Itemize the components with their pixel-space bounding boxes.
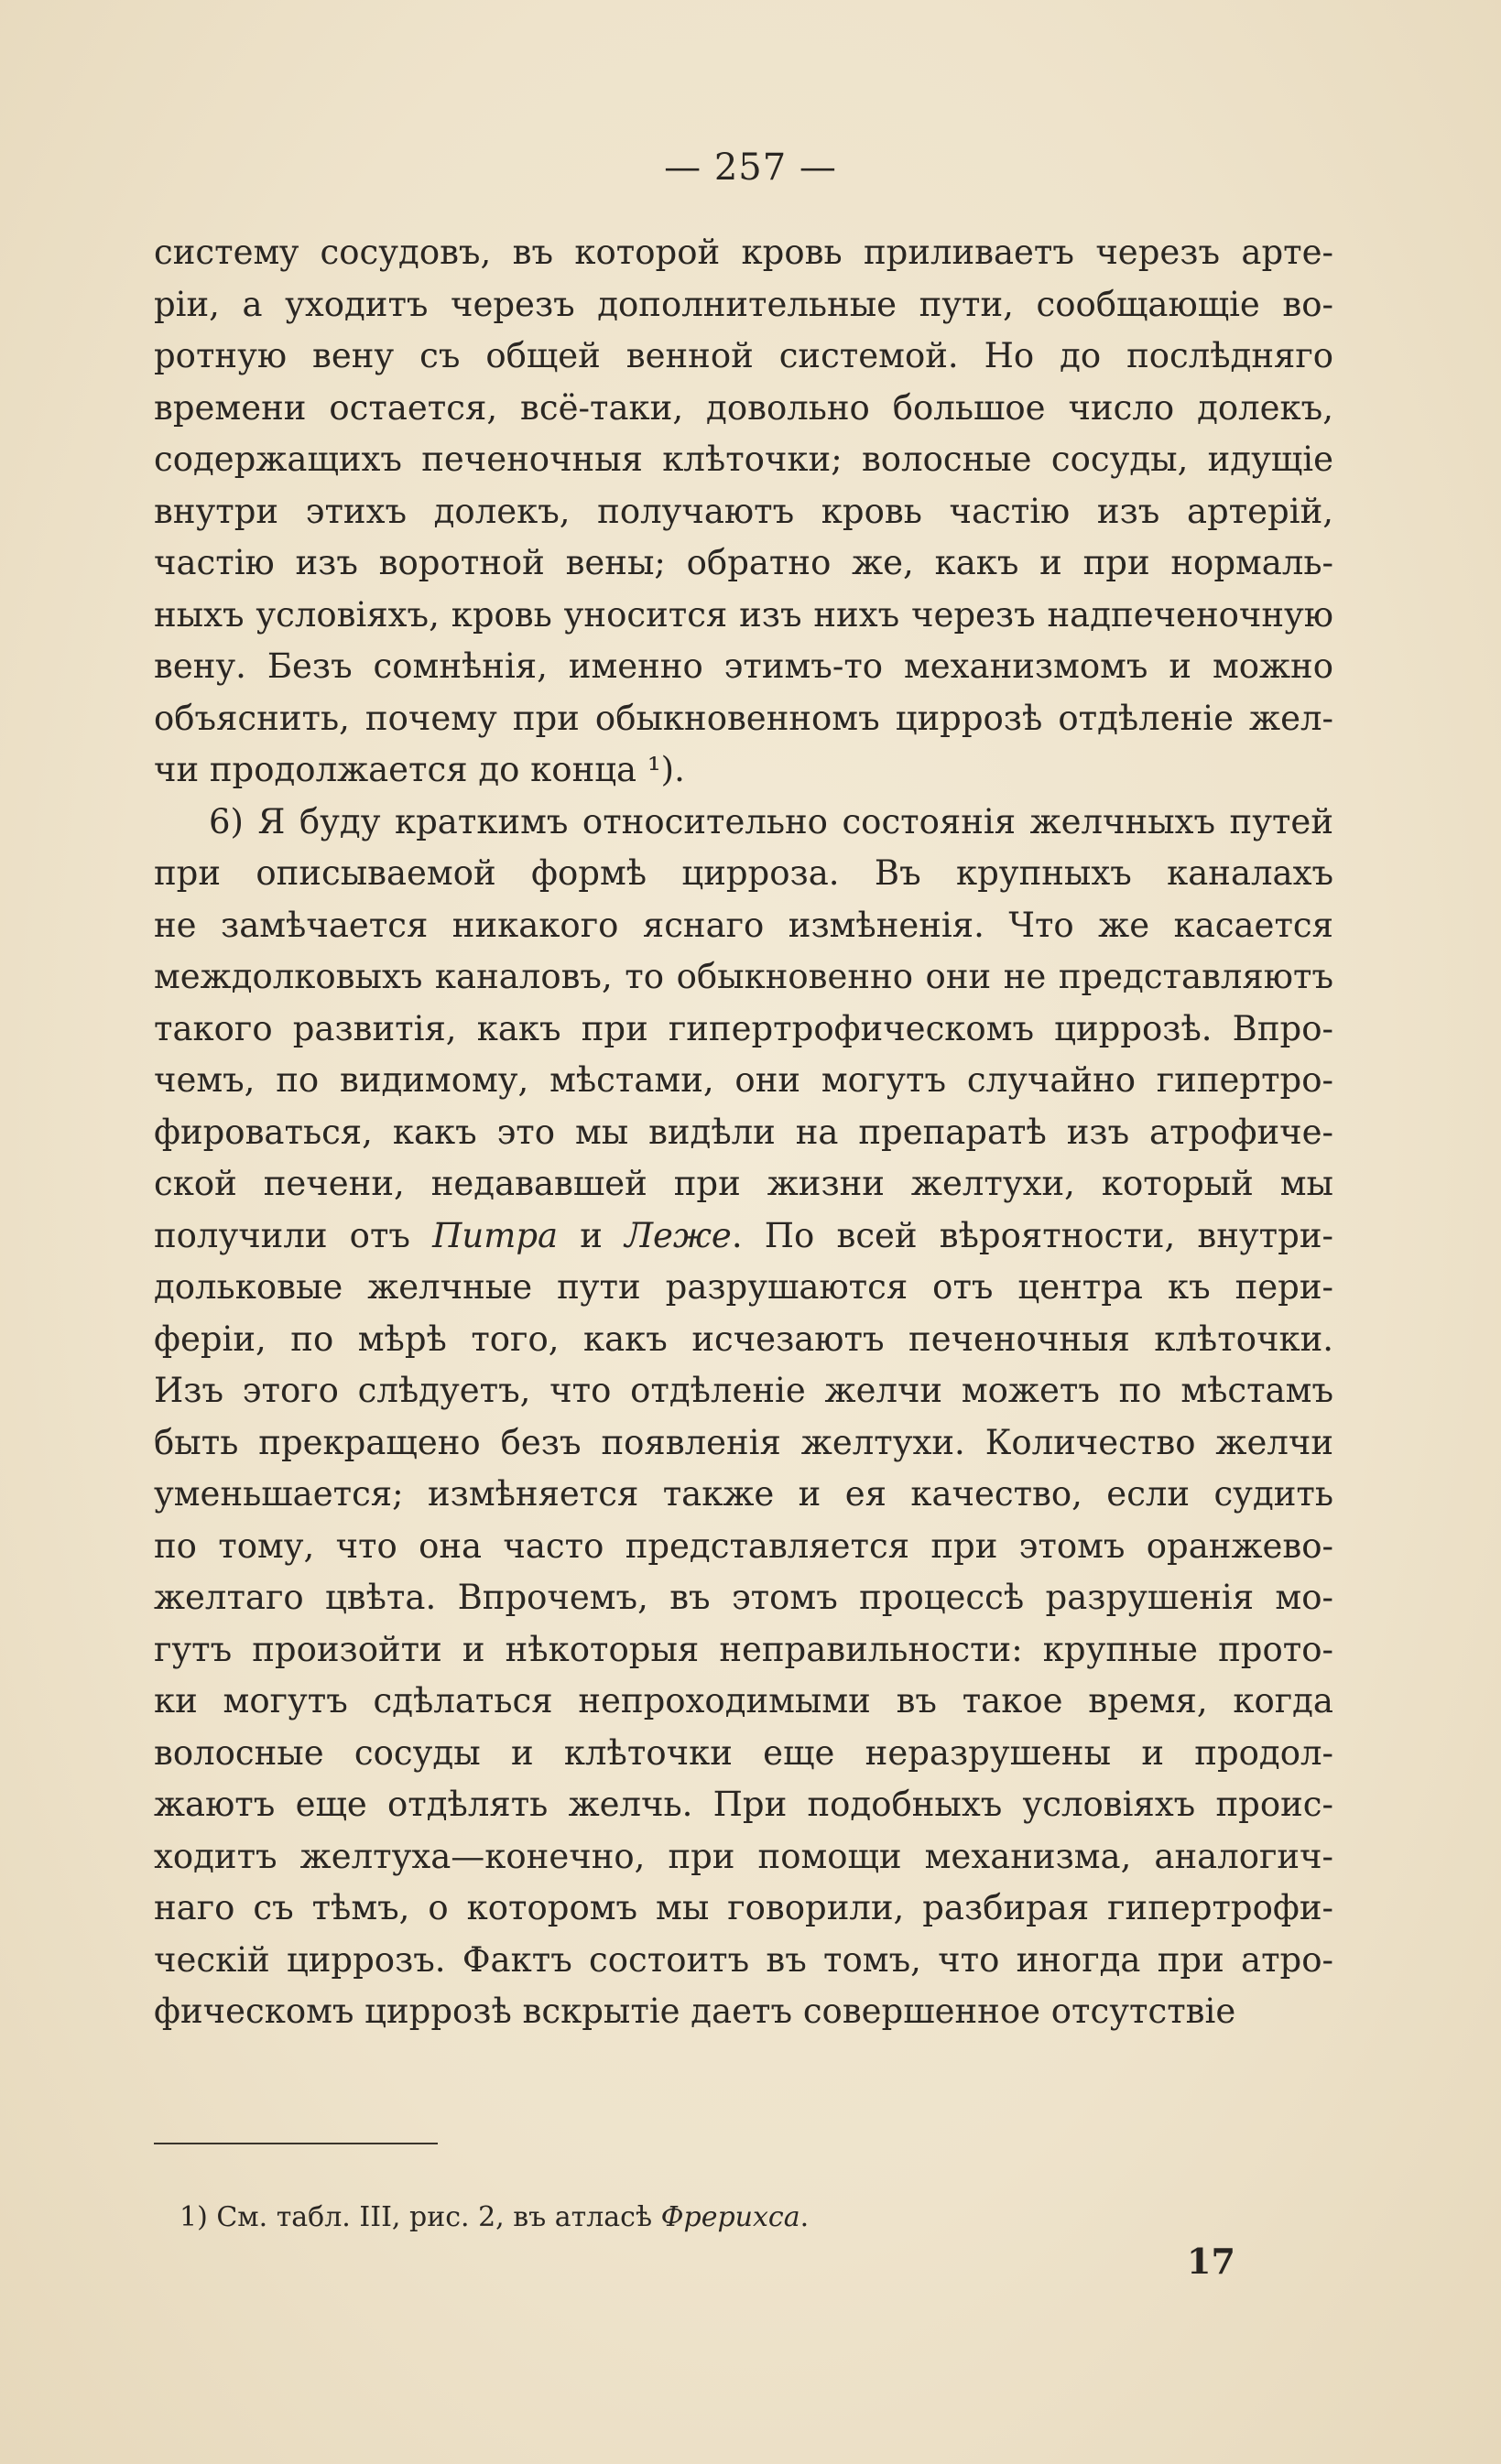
text-line bbox=[154, 1779, 1333, 1831]
text-segment: ротную вену съ общей венной системой. Но до послѣдняго bbox=[154, 336, 1333, 375]
text-line bbox=[154, 537, 1333, 590]
text-line bbox=[154, 590, 1333, 642]
text-line bbox=[154, 1365, 1333, 1417]
text-segment: гутъ произойти и нѣкоторыя неправильности: крупные прото- bbox=[154, 1629, 1333, 1669]
footnote-end: . bbox=[799, 2201, 810, 2233]
text-segment: времени остается, всё-таки, довольно большое число долекъ, bbox=[154, 387, 1333, 428]
text-line bbox=[154, 227, 1333, 279]
text-segment: чемъ, по видимому, мѣстами, они могутъ случайно гипертро- bbox=[154, 1060, 1333, 1100]
text-segment: ческій циррозъ. Фактъ состоитъ въ томъ, что иногда при атро- bbox=[154, 1939, 1333, 1980]
italic-name: Питра bbox=[432, 1215, 559, 1255]
text-segment: чи продолжается до конца ¹). bbox=[154, 750, 685, 789]
text-segment: феріи, по мѣрѣ того, какъ исчезаютъ печеночныя клѣточки. bbox=[154, 1319, 1333, 1359]
text-segment: Изъ этого слѣдуетъ, что отдѣленіе желчи можетъ по мѣстамъ bbox=[154, 1371, 1333, 1410]
text-segment: наго съ тѣмъ, о которомъ мы говорили, разбирая гипертрофи- bbox=[154, 1888, 1333, 1927]
text-segment: междолковыхъ каналовъ, то обыкновенно они не представляютъ bbox=[154, 957, 1333, 996]
text-line bbox=[154, 1314, 1333, 1366]
text-line bbox=[154, 383, 1333, 435]
text-line bbox=[154, 279, 1333, 331]
signature-mark: 17 bbox=[1187, 2241, 1235, 2282]
text-segment: вену. Безъ сомнѣнія, именно этимъ-то механизмомъ и можно bbox=[154, 646, 1333, 686]
footnote-marker: 1) bbox=[179, 2201, 208, 2233]
text-segment: желтаго цвѣта. Впрочемъ, въ этомъ процессѣ разрушенія мо- bbox=[154, 1578, 1333, 1617]
text-segment: 6) Я буду краткимъ относительно состоянія желчныхъ путей bbox=[209, 801, 1333, 841]
footnote bbox=[179, 2198, 809, 2238]
text-segment: фироваться, какъ это мы видѣли на препаратѣ изъ атрофиче- bbox=[154, 1112, 1333, 1152]
text-line bbox=[154, 1262, 1333, 1314]
text-segment: при описываемой формѣ цирроза. Въ крупныхъ каналахъ bbox=[154, 853, 1333, 893]
text-segment: объяснить, почему при обыкновенномъ циррозѣ отдѣленіе жел- bbox=[154, 698, 1333, 738]
text-line bbox=[154, 1728, 1333, 1780]
text-segment: ской печени, недававшей при жизни желтухи, который мы bbox=[154, 1164, 1333, 1203]
text-line bbox=[154, 1417, 1333, 1470]
text-line bbox=[154, 1624, 1333, 1677]
text-segment: фическомъ циррозѣ вскрытіе даетъ совершенное отсутствіе bbox=[154, 1992, 1236, 2031]
text-line bbox=[154, 331, 1333, 383]
footnote-rule bbox=[154, 2143, 438, 2144]
text-segment: не замѣчается никакого яснаго измѣненія. Что же касается bbox=[154, 905, 1333, 945]
text-segment: ки могутъ сдѣлаться непроходимыми въ такое время, когда bbox=[154, 1681, 1333, 1720]
text-line bbox=[154, 1107, 1333, 1159]
text-segment: по тому, что она часто представляется при этомъ оранжево- bbox=[154, 1525, 1333, 1566]
body-text bbox=[154, 227, 1333, 2038]
text-segment: волосные сосуды и клѣточки еще неразрушены и продол- bbox=[154, 1732, 1333, 1773]
text-line bbox=[154, 797, 1333, 849]
text-line bbox=[154, 1883, 1333, 1935]
text-line bbox=[154, 1986, 1333, 2038]
text-line bbox=[154, 744, 1333, 797]
text-segment: ходитъ желтуха—конечно, при помощи механизма, аналогич- bbox=[154, 1836, 1333, 1876]
text-segment: ріи, а уходитъ черезъ дополнительные пути, сообщающіе во- bbox=[154, 284, 1333, 324]
text-segment: содержащихъ печеночныя клѣточки; волосные сосуды, идущіе bbox=[154, 440, 1333, 479]
text-line bbox=[154, 693, 1333, 745]
text-line bbox=[154, 1572, 1333, 1624]
text-segment: частію изъ воротной вены; обратно же, какъ и при нормаль- bbox=[154, 543, 1333, 582]
text-segment: быть прекращено безъ появленія желтухи. Количество желчи bbox=[154, 1422, 1333, 1462]
text-line bbox=[154, 1676, 1333, 1728]
italic-name: Леже bbox=[625, 1215, 732, 1255]
text-segment: и bbox=[558, 1215, 625, 1255]
text-line bbox=[154, 1004, 1333, 1056]
text-line bbox=[154, 1831, 1333, 1883]
text-line bbox=[154, 1469, 1333, 1521]
text-segment: . По всей вѣроятности, внутри- bbox=[731, 1215, 1333, 1255]
text-segment: получили отъ bbox=[154, 1215, 433, 1255]
page-number: — 257 — bbox=[664, 147, 837, 189]
text-segment: жаютъ еще отдѣлять желчь. При подобныхъ условіяхъ проис- bbox=[154, 1785, 1333, 1824]
text-segment: дольковые желчные пути разрушаются отъ центра къ пери- bbox=[154, 1267, 1333, 1307]
text-segment: такого развитія, какъ при гипертрофическомъ циррозѣ. Впро- bbox=[154, 1008, 1333, 1048]
text-line bbox=[154, 1521, 1333, 1573]
text-segment: системy сосудовъ, въ которой кровь приливаетъ черезъ арте- bbox=[154, 233, 1333, 272]
text-line bbox=[154, 1210, 1333, 1263]
text-line bbox=[154, 951, 1333, 1004]
text-segment: внутри этихъ долекъ, получаютъ кровь частію изъ артерій, bbox=[154, 491, 1333, 531]
text-line bbox=[154, 1935, 1333, 1987]
footnote-author: Фрерихса bbox=[660, 2201, 800, 2233]
text-line bbox=[154, 434, 1333, 486]
text-segment: уменьшается; измѣняется также и ея качество, если судить bbox=[154, 1474, 1333, 1514]
text-line bbox=[154, 1055, 1333, 1107]
text-line bbox=[154, 641, 1333, 693]
text-line bbox=[154, 1158, 1333, 1210]
footnote-text: См. табл. III, рис. 2, въ атласѣ bbox=[207, 2201, 661, 2233]
text-segment: ныхъ условіяхъ, кровь уносится изъ нихъ черезъ надпеченочную bbox=[154, 594, 1333, 635]
text-line bbox=[154, 486, 1333, 538]
text-line bbox=[154, 900, 1333, 952]
text-line bbox=[154, 848, 1333, 900]
